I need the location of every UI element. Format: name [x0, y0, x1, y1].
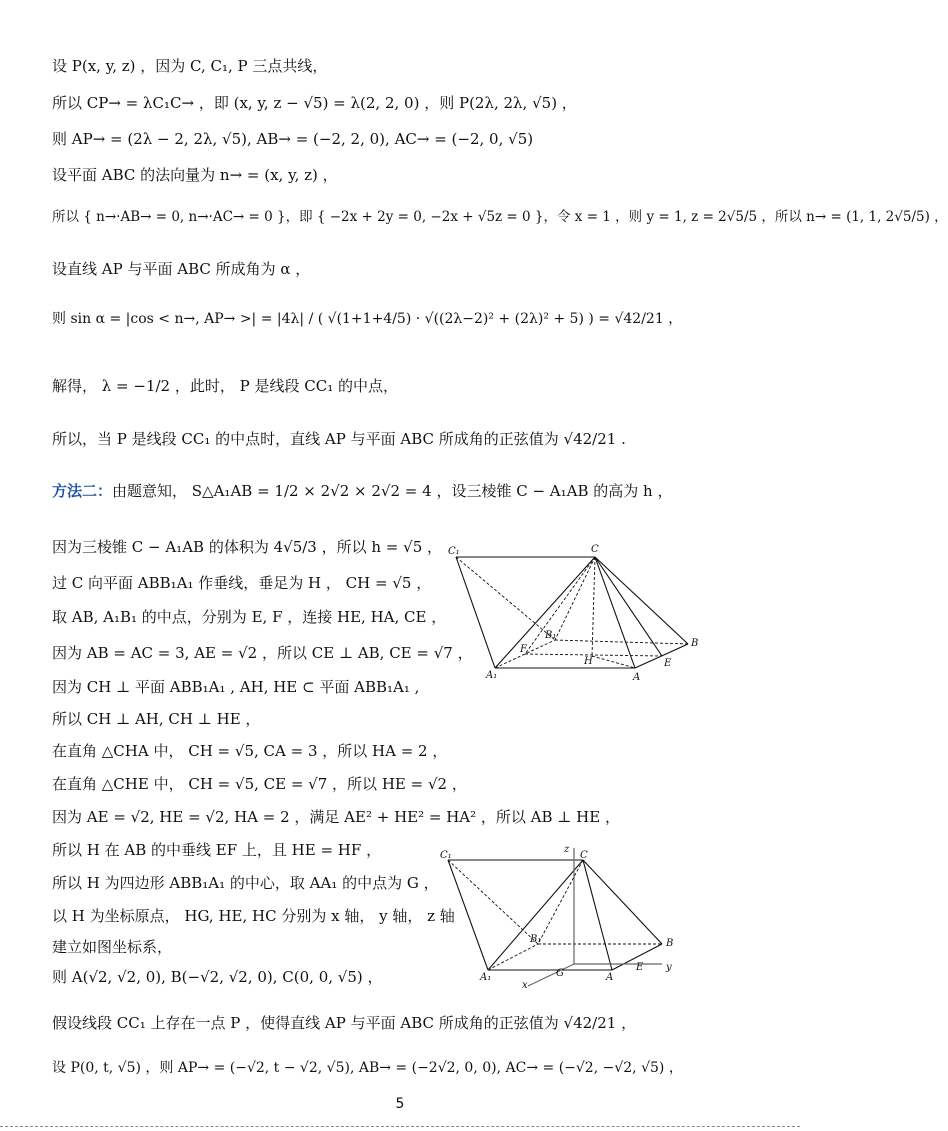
line-1: 设 P(x, y, z) ，因为 C, C₁, P 三点共线，: [52, 57, 328, 75]
label-e: E: [636, 962, 644, 973]
label-c1: C₁: [448, 546, 460, 557]
label-g: G: [556, 968, 564, 979]
line-11: 因为三棱锥 C − A₁AB 的体积为 4√5/3 ，所以 h = √5 ，: [52, 538, 443, 556]
edge-c-f: [525, 557, 595, 654]
edge-c-a1: [495, 557, 595, 668]
axis-x: [528, 964, 574, 986]
label-c1: C₁: [440, 850, 452, 861]
line-25: 假设线段 CC₁ 上存在一点 P ，使得直线 AP 与平面 ABC 所成角的正弦值为 √42/21 ，: [52, 1014, 637, 1032]
label-a1: A₁: [486, 670, 498, 681]
line-24: 则 A(√2, √2, 0), B(−√2, √2, 0), C(0, 0, √5) ，: [52, 968, 383, 986]
line-23: 建立如图坐标系，: [52, 938, 173, 956]
line-15: 因为 CH ⊥ 平面 ABB₁A₁ , AH, HE ⊂ 平面 ABB₁A₁ ,: [52, 678, 420, 696]
label-a: A: [633, 672, 641, 683]
edge-h-a: [592, 656, 635, 668]
line-7: 则 sin α = |cos < n→, AP→ >| = |4λ| / ( √(1+1+4/5) · √((2λ−2)² + (2λ)² + 5) ) = √42/21 ，: [52, 311, 683, 327]
edge-f-e: [525, 654, 662, 656]
line-13: 取 AB, A₁B₁ 的中点，分别为 E, F ，连接 HE, HA, CE ，: [52, 608, 447, 626]
line-16: 所以 CH ⊥ AH, CH ⊥ HE ，: [52, 710, 261, 728]
line-10-text: 由题意知， S△A₁AB = 1/2 × 2√2 × 2√2 = 4 ，设三棱锥 C − A₁AB 的高为 h ，: [112, 482, 673, 500]
label-b: B: [691, 638, 699, 649]
edge-c-a1: [488, 860, 583, 970]
label-f: F: [520, 644, 527, 655]
label-y: y: [666, 962, 672, 973]
label-a: A: [606, 972, 614, 983]
edge-a1-b1: [488, 944, 538, 970]
label-b1: B₁: [530, 934, 542, 945]
label-x: x: [522, 980, 528, 991]
edge-c1-b1: [448, 860, 538, 944]
line-19: 因为 AE = √2, HE = √2, HA = 2 ，满足 AE² + HE² = HA² ，所以 AB ⊥ HE ，: [52, 808, 620, 826]
line-4: 设平面 ABC 的法向量为 n→ = (x, y, z) ，: [52, 166, 338, 184]
page-number: 5: [395, 1096, 405, 1112]
line-2: 所以 CP→ = λC₁C→ ，即 (x, y, z − √5) = λ(2, 2, 0) ，则 P(2λ, 2λ, √5) ，: [52, 94, 577, 112]
edge-c-b: [595, 557, 688, 644]
figure-prism-1: [440, 540, 740, 690]
line-17: 在直角 △CHA 中， CH = √5, CA = 3 ，所以 HA = 2 ，: [52, 742, 448, 760]
line-8: 解得， λ = −1/2 ，此时， P 是线段 CC₁ 的中点，: [52, 377, 398, 395]
edge-b1-b: [555, 640, 688, 644]
edge-c-b1: [538, 860, 583, 944]
label-b: B: [666, 938, 674, 949]
label-b1: B₁: [545, 630, 557, 641]
line-18: 在直角 △CHE 中， CH = √5, CE = √7 ，所以 HE = √2 ，: [52, 775, 467, 793]
edge-c-a: [583, 860, 612, 970]
label-a1: A₁: [480, 972, 492, 983]
label-h: H: [584, 656, 593, 667]
label-c: C: [580, 850, 588, 861]
edge-c-b: [583, 860, 662, 944]
line-22: 以 H 为坐标原点， HG, HE, HC 分别为 x 轴， y 轴， z 轴: [52, 907, 455, 925]
line-3: 则 AP→ = (2λ − 2, 2λ, √5), AB→ = (−2, 2, 0), AC→ = (−2, 0, √5): [52, 130, 534, 148]
footer-rule: [0, 1126, 800, 1127]
method-label: 方法二：: [52, 482, 113, 500]
line-12: 过 C 向平面 ABB₁A₁ 作垂线，垂足为 H ， CH = √5 ，: [52, 574, 432, 592]
label-z: z: [564, 844, 570, 855]
line-14: 因为 AB = AC = 3, AE = √2 ，所以 CE ⊥ AB, CE = √7 ，: [52, 644, 473, 662]
edge-c-a: [595, 557, 635, 668]
edge-c-b1: [555, 557, 595, 640]
line-20: 所以 H 在 AB 的中垂线 EF 上，且 HE = HF ，: [52, 841, 382, 859]
label-c: C: [591, 544, 599, 555]
edge-c1-a1: [448, 860, 488, 970]
line-21: 所以 H 为四边形 ABB₁A₁ 的中心，取 AA₁ 的中点为 G ，: [52, 874, 439, 892]
line-26: 设 P(0, t, √5) ，则 AP→ = (−√2, t − √2, √5), AB→ = (−2√2, 0, 0), AC→ = (−√2, −√2, √5) ，: [52, 1060, 683, 1076]
label-e: E: [664, 658, 672, 669]
line-9: 所以，当 P 是线段 CC₁ 的中点时，直线 AP 与平面 ABC 所成角的正弦值为 √42/21 .: [52, 430, 626, 448]
line-6: 设直线 AP 与平面 ABC 所成角为 α ，: [52, 260, 311, 278]
figure-prism-2: [430, 840, 730, 990]
line-10: [52, 480, 672, 502]
line-5: 所以 { n→·AB→ = 0, n→·AC→ = 0 }，即 { −2x + 2y = 0, −2x + √5z = 0 }，令 x = 1 ，则 y = 1, z = 2√5/5 ，所以 n→ = (1, 1, 2√5/5) ，: [52, 209, 948, 225]
